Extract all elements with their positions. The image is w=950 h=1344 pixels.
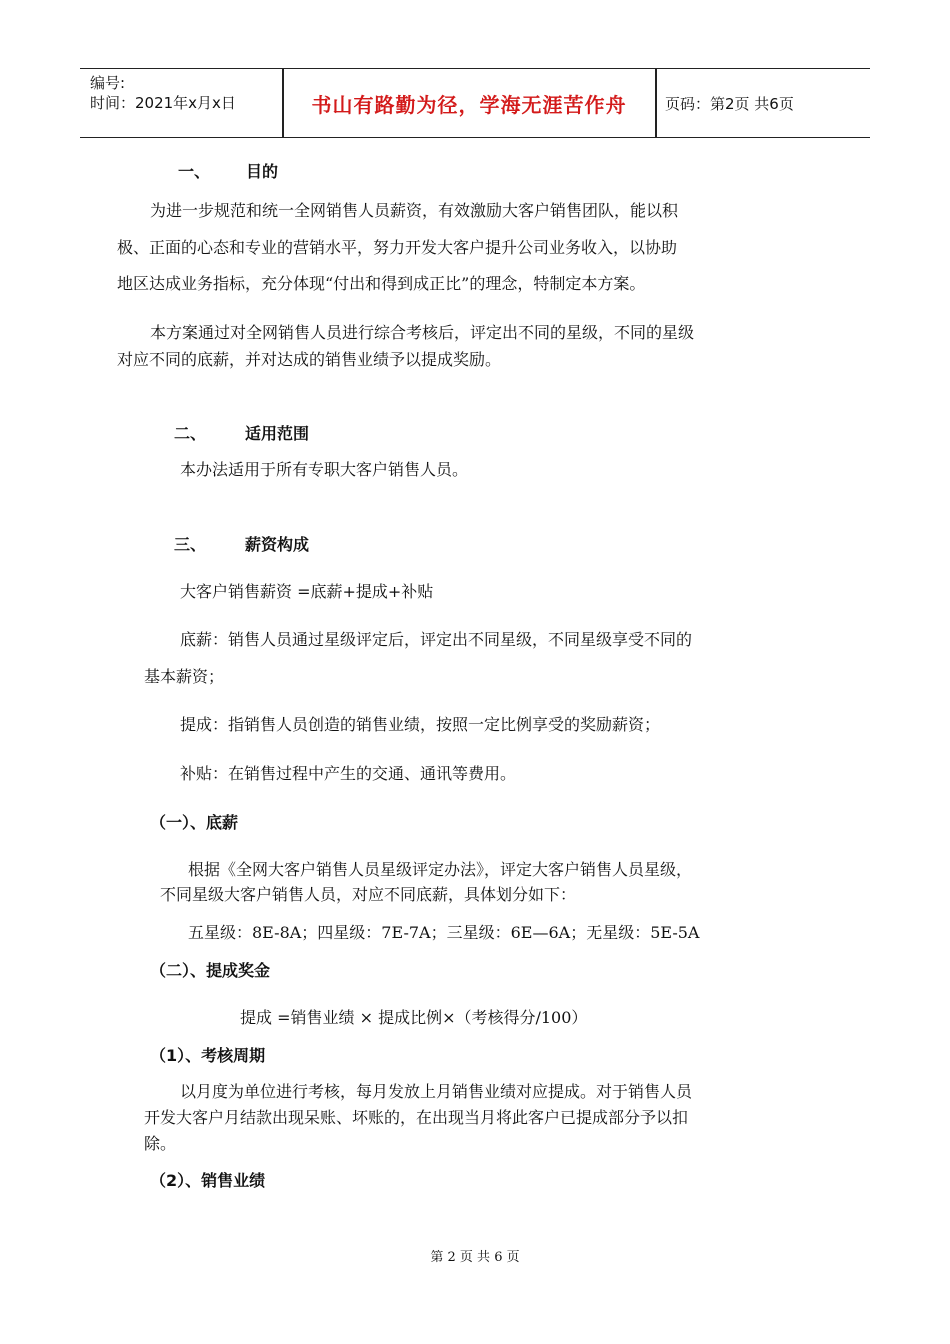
paragraph-line: 为进一步规范和统一全网销售人员薪资，有效激励大客户销售团队，能以积: [150, 201, 679, 220]
paragraph-line: 地区达成业务指标，充分体现“付出和得到成正比”的理念，特制定本方案。: [117, 274, 646, 293]
number-label: 编号:: [90, 74, 126, 92]
commission-formula: 提成 =销售业绩 × 提成比例×（考核得分/100）: [240, 1008, 588, 1027]
section-3-number: 三、: [174, 535, 207, 554]
section-1-title: 目的: [246, 162, 279, 181]
paragraph-line: 基本薪资；: [144, 667, 225, 686]
paragraph-line: 补贴：在销售过程中产生的交通、通讯等费用。: [180, 764, 517, 783]
section-3-title: 薪资构成: [245, 535, 310, 554]
item-title: （1）、考核周期: [150, 1046, 266, 1065]
paragraph-line: 对应不同的底薪，并对达成的销售业绩予以提成奖励。: [117, 350, 502, 369]
header-motto: 书山有路勤为径，学海无涯苦作舟: [311, 92, 627, 117]
paragraph-line: 本办法适用于所有专职大客户销售人员。: [180, 460, 469, 479]
paragraph-line: 提成：指销售人员创造的销售业绩，按照一定比例享受的奖励薪资；: [180, 715, 661, 734]
page-footer: 第 2 页 共 6 页: [430, 1250, 520, 1265]
paragraph-line: 除。: [144, 1134, 177, 1153]
section-2-number: 二、: [174, 424, 207, 443]
header-page-info: 页码：第2页 共6页: [665, 94, 794, 113]
time-label: 时间：2021年x月x日: [90, 94, 236, 112]
header-meta: [90, 73, 236, 113]
item-title: （2）、销售业绩: [150, 1171, 266, 1190]
header-divider: [655, 69, 657, 137]
subsection-title: （二）、提成奖金: [150, 961, 271, 980]
subsection-title: （一）、底薪: [150, 813, 239, 832]
paragraph-line: 根据《全网大客户销售人员星级评定办法》，评定大客户销售人员星级，: [188, 860, 693, 879]
section-1-number: 一、: [178, 162, 211, 181]
salary-formula: 大客户销售薪资 =底薪+提成+补贴: [180, 582, 434, 601]
section-2-title: 适用范围: [245, 424, 310, 443]
star-level-salaries: 五星级：8E-8A；四星级：7E-7A；三星级：6E—6A；无星级：5E-5A: [188, 923, 700, 942]
paragraph-line: 以月度为单位进行考核，每月发放上月销售业绩对应提成。对于销售人员: [180, 1082, 693, 1101]
paragraph-line: 极、正面的心态和专业的营销水平，努力开发大客户提升公司业务收入，以协助: [117, 238, 678, 257]
paragraph-line: 不同星级大客户销售人员，对应不同底薪，具体划分如下：: [160, 885, 577, 904]
paragraph-line: 开发大客户月结款出现呆账、坏账的，在出现当月将此客户已提成部分予以扣: [144, 1108, 689, 1127]
paragraph-line: 本方案通过对全网销售人员进行综合考核后，评定出不同的星级，不同的星级: [150, 323, 695, 342]
document-header: [80, 68, 870, 138]
paragraph-line: 底薪：销售人员通过星级评定后，评定出不同星级，不同星级享受不同的: [180, 630, 693, 649]
